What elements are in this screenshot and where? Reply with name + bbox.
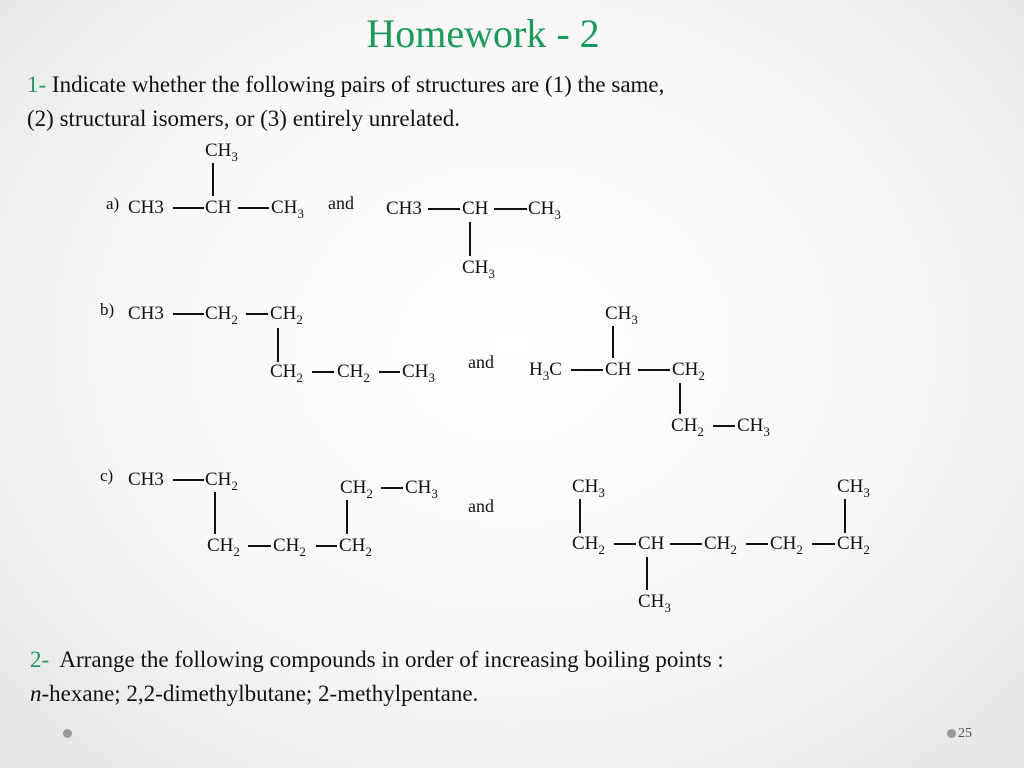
b-left-d2: $CH_2$ — [337, 361, 370, 385]
c-left-d2: $CH_2$ — [273, 535, 306, 559]
a-right-c1: CH3 — [386, 198, 422, 219]
question-2-compounds: -hexane; 2,2-dimethylbutane; 2-methylpentane. — [41, 681, 479, 706]
slide-title: Homework - 2 — [366, 11, 600, 56]
a-right-bottom: $CH_3$ — [462, 257, 495, 281]
question-2-text: Arrange the following compounds in order of increasing boiling points : — [59, 647, 724, 672]
c-right-m5: $CH_2$ — [837, 533, 870, 557]
a-left-top: $CH_3$ — [205, 140, 238, 164]
c-left-e2: $CH_3$ — [405, 477, 438, 501]
c-right-t2: $CH_3$ — [837, 476, 870, 500]
question-2-n: n — [30, 681, 42, 706]
page-number: 25 — [958, 726, 972, 741]
a-left-c3: $CH_3$ — [271, 197, 304, 221]
b-left-d3: $CH_3$ — [402, 361, 435, 385]
c-left-d1: $CH_2$ — [207, 535, 240, 559]
question-1-line-2: (2) structural isomers, or (3) entirely unrelated. — [27, 106, 461, 131]
b-right-d2: $CH_3$ — [737, 415, 770, 439]
b-right-d1: $CH_2$ — [671, 415, 704, 439]
question-2-number: 2- — [30, 647, 50, 672]
item-c-label: c) — [100, 466, 114, 485]
question-2-line-1 — [30, 645, 724, 675]
a-left-c1: CH3 — [128, 197, 164, 218]
c-left-c1: CH3 — [128, 469, 164, 490]
item-b-label: b) — [100, 300, 115, 319]
a-left-c2: CH — [205, 197, 232, 218]
b-and: and — [468, 352, 494, 372]
c-and: and — [468, 496, 494, 516]
c-right-m1: $CH_2$ — [572, 533, 605, 557]
question-1-number: 1- — [27, 72, 47, 97]
c-right-m3: $CH_2$ — [704, 533, 737, 557]
b-right-c1: $H_3C$ — [529, 359, 562, 383]
c-right-m4: $CH_2$ — [770, 533, 803, 557]
c-right-t1: $CH_3$ — [572, 476, 605, 500]
c-left-c2: $CH_2$ — [205, 469, 238, 493]
a-and: and — [328, 193, 354, 213]
footer-right-dot — [947, 729, 956, 738]
b-left-c3: $CH_2$ — [270, 303, 303, 327]
question-2-line-2 — [30, 679, 478, 709]
a-right-c3: $CH_3$ — [528, 198, 561, 222]
b-left-d1: $CH_2$ — [270, 361, 303, 385]
question-1-text: Indicate whether the following pairs of structures are (1) the same, — [51, 72, 665, 97]
b-left-c2: $CH_2$ — [205, 303, 238, 327]
c-left-e1: $CH_2$ — [340, 477, 373, 501]
c-right-bottom: $CH_3$ — [638, 591, 671, 615]
b-right-c3: $CH_2$ — [672, 359, 705, 383]
b-left-c1: CH3 — [128, 303, 164, 324]
a-right-c2: CH — [462, 198, 489, 219]
b-right-top: $CH_3$ — [605, 303, 638, 327]
b-right-c2: CH — [605, 359, 632, 380]
footer-left-dot — [63, 729, 72, 738]
item-a-label: a) — [106, 194, 120, 213]
c-left-d3: $CH_2$ — [339, 535, 372, 559]
c-right-m2: CH — [638, 533, 665, 554]
